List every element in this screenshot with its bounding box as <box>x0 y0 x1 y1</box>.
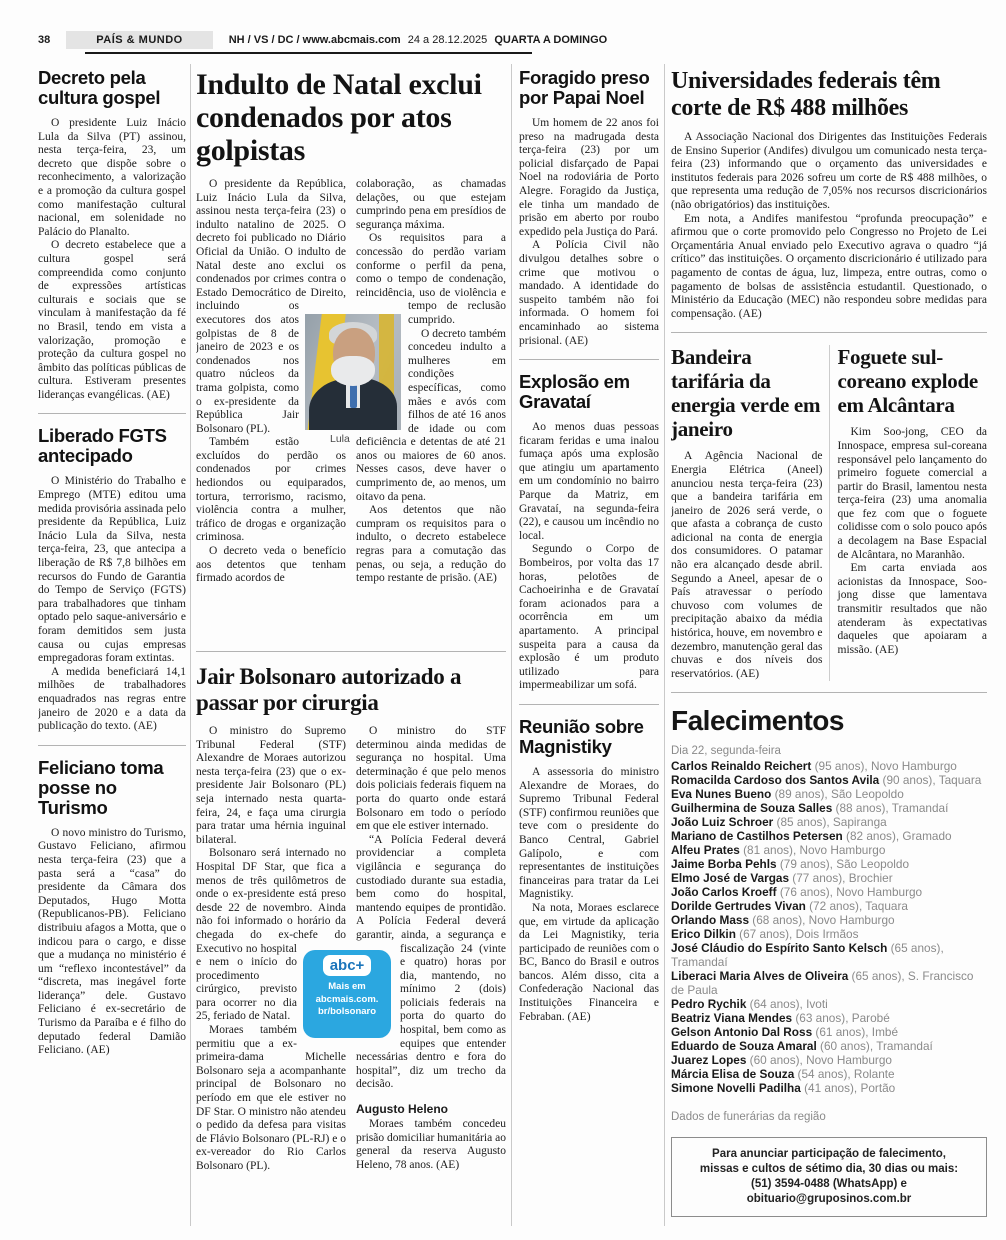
obituary-name: Beatriz Viana Mendes <box>671 1011 793 1026</box>
article-paragraph: colaboração, as chamadas delações, ou que estejam cumprindo pena em presídios de segurança máxima. <box>356 178 506 231</box>
headline-fgts: Liberado FGTS antecipado <box>38 425 167 467</box>
article-divider <box>519 359 659 360</box>
obituary-entry <box>671 773 987 787</box>
lula-photo <box>305 314 401 430</box>
obituary-name: João Luiz Schroer <box>671 815 774 830</box>
promo-text-line: abcmais.com. <box>315 993 379 1005</box>
obituary-name: Guilhermina de Souza Salles <box>671 801 833 816</box>
obituary-meta: (60 anos), Tramandaí <box>816 1039 933 1054</box>
headline-universidades: Universidades federais têm corte de R$ 488 milhões <box>671 68 941 121</box>
obituary-meta: (41 anos), Portão <box>800 1081 896 1096</box>
obituary-meta: (65 anos), Tramandaí <box>671 941 944 970</box>
article-paragraph: O presidente da República, Luiz Inácio Lula da Silva, assinou nesta terça-feira (23) o indulto natalino de 2025. O decreto foi publicado no Diário Oficial da União. O indulto de Natal deste ano exclui os condenados por crimes contra o Estado Democrático de Direito, incluindo os executores dos atos golpistas de 8 de janeiro de 2023 e os condenados nos quatro núcleos da trama golpista, como o ex-presidente da República Jair Bolsonaro (PL). <box>196 178 346 435</box>
obituary-name: Simone Novelli Padilha <box>671 1081 801 1096</box>
obituary-meta: (81 anos), Novo Hamburgo <box>739 843 886 858</box>
obituary-name: Eva Nunes Bueno <box>671 787 772 802</box>
article-paragraph: Em nota, a Andifes manifestou “profunda preocupação” e afirmou que o corte promovido pelo Congresso no Projeto de Lei Orçamentária Anual enviado pelo Executivo agrava o quadro “já crítico” das instituições. O orçamento discricionário é utilizado para pagamento de contas de água, luz, limpeza, entre outras, como o pagamento de bolsas de assistência estudantil. Questionado, o Ministério da Educação (MEC) não respondeu sobre medidas para compensação. (AE) <box>671 212 987 320</box>
page-number: 38 <box>38 34 51 46</box>
obituary-entry <box>671 997 987 1011</box>
obituary-entry <box>671 829 987 843</box>
article-paragraph: O decreto também concedeu indulto a mulheres em condições específicas, como mães e avós com filhos de até 16 anos de idade ou com deficiência e detentas de até 21 anos ou maiores de 60 anos. Nesses casos, deve haver o cumprimento de, ao menos, um oitavo da pena. <box>356 327 506 503</box>
headline-bolsonaro: Jair Bolsonaro autorizado a passar por cirurgia <box>196 664 462 715</box>
obituary-name: Pedro Rychik <box>671 997 747 1012</box>
article-paragraph: O decreto estabelece que a cultura gospel será compreendida como conjunto de expressões artísticas culturais e sociais que se vinculam à manifestação da fé no Brasil, tendo em vista a valorização, promoção e proteção da cultura gospel no âmbito das políticas públicas de cultura. Estiveram presentes lideranças evangélicas. (AE) <box>38 239 186 401</box>
obituary-name: Elmo José de Vargas <box>671 871 790 886</box>
obituary-meta: (65 anos), S. Francisco de Paula <box>671 969 974 998</box>
article-paragraph: O Ministério do Trabalho e Emprego (MTE) editou uma medida provisória assinada pelo presidente da República, Luiz Inácio Lula da Silva, nesta terça-feira, 23, que antecipa a liberação de R$ 7,8 bilhões em recursos do Fundo de Garantia do Tempo de Serviço (FGTS) para trabalhadores que tinham optado pelo saque-aniversário e foram demitidos sem justa causa ou cujas empresas empregadoras foram extintas. <box>38 475 186 665</box>
obituary-name: Juarez Lopes <box>671 1053 747 1068</box>
article-divider <box>671 692 987 693</box>
article-indulto <box>196 68 506 640</box>
article-paragraph: Aos detentos que não cumpram os requisitos para o indulto, o decreto estabelece regras para a comutação das penas, ou seja, a redução do tempo restante de prisão. (AE) <box>356 504 506 585</box>
article-paragraph: Ao menos duas pessoas ficaram feridas e uma inalou fumaça após uma explosão que atingiu um apartamento em um condomínio no bairro Parque da Matriz, em Gravataí, na segunda-feira (22), e causou um incêndio no local. <box>519 421 659 542</box>
obituary-entry <box>671 927 987 941</box>
column-divider <box>190 64 191 1226</box>
obituary-entry <box>671 1025 987 1039</box>
obituary-meta: (85 anos), Sapiranga <box>773 815 887 830</box>
article-paragraph: Bolsonaro será internado no Hospital DF Star, que fica a menos de três quilômetros de onde o ex-presidente está preso desde 22 de novembro. Ainda não foi informado o horário da chegada do ex-chefe do Executivo no hospital e nem o início do procedimento cirúrgico, previsto para ocorrer no dia 25, feriado de Natal. <box>196 847 346 1023</box>
obituary-entry <box>671 885 987 899</box>
funeral-ad-line: Para anunciar participação de falecimento, <box>712 1148 946 1161</box>
article-paragraph: Segundo o Corpo de Bombeiros, por volta das 17 horas, pelotões de Cachoeirinha e de Gravataí foram acionados para a ocorrência em um apartamento. A principal suspeita para a causa da explosão é um produto utilizado para impermeabilizar um sofá. <box>519 543 659 692</box>
obituary-entry <box>671 1011 987 1025</box>
article-paragraph: Também estão excluídos do perdão os condenados por crimes hediondos ou equiparados, tortura, terrorismo, racismo, violência contra a mulher, tráfico de drogas e organização criminosa. <box>196 436 346 544</box>
section-badge: PAÍS & MUNDO <box>66 31 212 49</box>
obituary-name: Gelson Antonio Dal Ross <box>671 1025 813 1040</box>
obituary-name: João Carlos Kroeff <box>671 885 777 900</box>
funeral-ad-box <box>671 1137 987 1217</box>
article-paragraph: Moraes também concedeu prisão domiciliar humanitária ao general da reserva Augusto Heleno, 78 anos. (AE) <box>356 1118 506 1171</box>
article-paragraph: A Polícia Civil não divulgou detalhes sobre o crime que motivou o mandado. A identidade do suspeito também não foi informada. O homem foi encaminhado ao sistema prisional. (AE) <box>519 239 659 347</box>
article-paragraph: O presidente Luiz Inácio Lula da Silva (PT) assinou, nesta terça-feira, 23, um decreto que dispõe sobre o reconhecimento, a valorização e a promoção da cultura gospel como manifestação cultural nacional, em solenidade no Palácio do Planalto. <box>38 117 186 238</box>
obituary-meta: (63 anos), Parobé <box>792 1011 890 1026</box>
obituary-name: Erico Dilkin <box>671 927 736 942</box>
headline-bandeira: Bandeira tarifária da energia verde em janeiro <box>671 345 821 442</box>
article-divider <box>38 413 186 414</box>
obituary-entry <box>671 941 987 969</box>
headline-indulto: Indulto de Natal exclui condenados por atos golpistas <box>196 68 482 167</box>
obituary-name: José Cláudio do Espírito Santo Kelsch <box>671 941 888 956</box>
photo-beard <box>331 356 375 386</box>
obituary-entry <box>671 913 987 927</box>
header-rule <box>85 52 532 54</box>
obituary-meta: (77 anos), Brochier <box>789 871 893 886</box>
obituary-meta: (64 anos), Ivoti <box>746 997 828 1012</box>
promo-text-line: br/bolsonaro <box>317 1006 377 1017</box>
article-foragido <box>519 68 659 348</box>
article-universidades <box>671 68 987 321</box>
article-paragraph: Um homem de 22 anos foi preso na madrugada desta terça-feira (23) por um policial disfarçado de Papai Noel na rodoviária de Porto Alegre. Foragido da Justiça, ele tinha um mandado de prisão em aberto por roubo expedido pela Justiça do Pará. <box>519 117 659 238</box>
obituary-name: Márcia Elisa de Souza <box>671 1067 795 1082</box>
article-paragraph: A medida beneficiará 14,1 milhões de trabalhadores enquadrados nas regras entre janeiro de 2020 e a data da publicação do texto. (AE) <box>38 665 186 733</box>
right-column <box>671 68 987 1240</box>
photo-caption: Lula <box>330 433 350 445</box>
article-fgts <box>38 426 186 733</box>
article-paragraph: Moraes também permitiu que a ex-primeira-dama Michelle Bolsonaro seja a acompanhante principal de Bolsonaro no período em que ele estiver no DF Star. O ministro não atendeu o pedido da defesa para visitas de Flávio Bolsonaro (PL-RJ) e o ex-vereador do Rio Carlos Bolsonaro (PL). <box>196 1024 346 1172</box>
article-reuniao <box>519 717 659 1024</box>
article-paragraph: O ministro do Supremo Tribunal Federal (STF) Alexandre de Moraes autorizou nesta terça-feira (23) que o ex-presidente Jair Bolsonaro (PL) seja internado nesta quarta-feira, 24, e faça uma cirurgia para tratar uma hérnia inguinal bilateral. <box>196 725 346 846</box>
obituary-name: Romacilda Cardoso dos Santos Avila <box>671 773 880 788</box>
funeral-ad-line: missas e cultos de sétimo dia, 30 dias ou mais: <box>699 1163 959 1176</box>
obituary-name: Liberaci Maria Alves de Oliveira <box>671 969 849 984</box>
article-explosao <box>519 372 659 693</box>
article-divider <box>196 651 506 652</box>
obituary-entry <box>671 801 987 815</box>
obituary-meta: (76 anos), Novo Hamburgo <box>776 885 923 900</box>
obituary-entry <box>671 871 987 885</box>
article-paragraph: A assessoria do ministro Alexandre de Moraes, do Supremo Tribunal Federal (STF) confirmou reuniões que teve com o presidente do Banco Central, Gabriel Galípolo, e com representantes de instituições financeiras para tratar da Lei Magnistiky. <box>519 765 659 901</box>
obituary-meta: (79 anos), São Leopoldo <box>776 857 910 872</box>
article-paragraph: Os requisitos para a concessão do perdão variam conforme o perfil da pena, como o tempo de condenação, reincidência, uso de violência e tempo de reclusão cumprido. <box>356 232 506 326</box>
obituary-name: Dorilde Gertrudes Vivan <box>671 899 806 914</box>
obituary-name: Carlos Reinaldo Reichert <box>671 759 812 774</box>
edition-line <box>229 34 611 46</box>
column-divider <box>511 64 512 1226</box>
subhead-augusto-heleno: Augusto Heleno <box>356 1102 448 1117</box>
page-header <box>38 30 986 50</box>
obituary-entry <box>671 759 987 773</box>
article-paragraph: O decreto veda o benefício aos detentos que tenham firmado acordos de <box>196 545 346 585</box>
headline-foguete: Foguete sul-coreano explode em Alcântara <box>837 345 978 418</box>
obituary-entry <box>671 1067 987 1081</box>
main-column <box>196 68 506 1240</box>
article-decreto <box>38 68 186 402</box>
article-paragraph: Na nota, Moraes esclarece que, em virtude da aplicação da Lei Magnistiky, teria participado de reuniões com o BC, Banco do Brasil e outros bancos. Além disso, cita a Confederação Nacional das Instituições Financeira e Febraban. (AE) <box>519 901 659 1023</box>
article-paragraph: A Associação Nacional dos Dirigentes das Instituições Federais de Ensino Superior (Andifes) divulgou um comunicado nesta terça-feira (23) informando que o orçamento das universidades e institutos federais para 2026 sofreu um corte de R$ 488 milhões, o que representa uma redução de 7,05% nos recursos discricionários (não obrigatórios) das instituições. <box>671 131 987 211</box>
article-paragraph: Em carta enviada aos acionistas da Innospace, Soo-jong disse que lamentava transmitir resultados que não atenderam às expectativas daqueles que apoiaram a missão. (AE) <box>837 562 987 656</box>
promo-text-line: Mais em <box>328 981 366 992</box>
obituary-title: Falecimentos <box>671 705 844 737</box>
headline-foragido: Foragido preso por Papai Noel <box>519 68 650 108</box>
obituary-name: Alfeu Prates <box>671 843 740 858</box>
obituary-meta: (68 anos), Novo Hamburgo <box>749 913 895 928</box>
headline-decreto: Decreto pela cultura gospel <box>38 68 161 108</box>
abc-promo-badge <box>303 950 391 1038</box>
article-divider <box>519 704 659 705</box>
obituary-meta: (54 anos), Rolante <box>794 1067 895 1082</box>
obituary-name: Jaime Borba Pehls <box>671 857 777 872</box>
weekday-range: QUARTA A DOMINGO <box>494 34 608 46</box>
abc-plus-logo: abc+ <box>323 955 371 976</box>
obituary-entry <box>671 787 987 801</box>
obituary-meta: (95 anos), Novo Hamburgo <box>811 759 957 774</box>
article-feliciano <box>38 758 186 1058</box>
headline-explosao: Explosão em Gravataí <box>519 371 630 413</box>
issue-date: 24 a 28.12.2025 <box>407 34 488 46</box>
article-foguete <box>829 345 988 681</box>
headline-reuniao: Reunião sobre Magnistiky <box>519 715 644 757</box>
obituary-source: Dados de funerárias da região <box>671 1111 826 1124</box>
article-paragraph: O ministro do STF determinou ainda medidas de segurança no hospital. Uma determinação é que pelo menos dois policiais federais fiquem na porta do quarto onde estará Bolsonaro em todo o período em que ele estiver internado. <box>356 725 506 833</box>
obituary-date: Dia 22, segunda-feira <box>671 745 781 758</box>
obituary-entry <box>671 969 987 997</box>
obituary-entry <box>671 843 987 857</box>
dual-article-row <box>671 345 987 681</box>
headline-feliciano: Feliciano toma posse no Turismo <box>38 756 164 818</box>
obituary-meta: (82 anos), Gramado <box>842 829 952 844</box>
article-paragraph: Kim Soo-jong, CEO da Innospace, empresa sul-coreana responsável pelo lançamento do primeiro foguete comercial a partir do Brasil, lamentou nesta terça-feira (23) uma anomalia que fez com que o foguete colidisse com o solo pouco após a decolagem na Base Espacial de Alcântara, no Maranhão. <box>837 426 987 561</box>
obituary-meta: (88 anos), Tramandaí <box>832 801 949 816</box>
obituary-entry <box>671 1081 987 1095</box>
fourth-column <box>519 68 659 1228</box>
edition-info: NH / VS / DC / www.abcmais.com <box>228 34 401 46</box>
obituary-meta: (90 anos), Taquara <box>879 773 982 788</box>
obituary-meta: (72 anos), Taquara <box>805 899 908 914</box>
obituary-meta: (61 anos), Imbé <box>812 1025 899 1040</box>
obituary-entry <box>671 857 987 871</box>
article-bolsonaro <box>196 664 506 1240</box>
column-divider <box>664 64 665 1226</box>
obituary-name: Orlando Mass <box>671 913 750 928</box>
article-divider <box>671 332 987 333</box>
article-paragraph: A Agência Nacional de Energia Elétrica (Aneel) anunciou nesta terça-feira (23) que a bandeira tarifária em janeiro de 2026 será verde, o que afasta a cobrança de custo adicional na conta de energia dos consumidores. O patamar não era alcançado desde abril. Segundo a Aneel, apesar de o País atravessar o período chuvoso com volumes de precipitação abaixo da média histórica, houve, em novembro e dezembro, manutenção geral das chuvas e dos níveis dos reservatórios. (AE) <box>671 450 823 680</box>
obituary-meta: (89 anos), São Leopoldo <box>771 787 904 802</box>
obituary-name: Mariano de Castilhos Petersen <box>671 829 843 844</box>
article-bandeira <box>671 345 829 681</box>
obituary-entry <box>671 1053 987 1067</box>
article-paragraph: O novo ministro do Turismo, Gustavo Feliciano, afirmou nesta terça-feira (23) que a pasta será a “casa” do presidente da Câmara dos Deputados, Hugo Motta (Republicanos-PB). Feliciano distribuiu afagos a Motta, que o indicou para o cargo, e disse que a mudança no ministério é um “reflexo incontestável” da “discreta, mas inegável forte liderança” dele. Gustavo Feliciano é ex-secretário de Turismo da Paraíba e é filho do deputado federal Damião Feliciano. (AE) <box>38 826 186 1057</box>
obituary-entry <box>671 1039 987 1053</box>
obituary-meta: (67 anos), Dois Irmãos <box>735 927 859 942</box>
obituary-section <box>671 705 987 1217</box>
left-column <box>38 68 186 1228</box>
obituary-entry <box>671 899 987 913</box>
obituary-name: Eduardo de Souza Amaral <box>671 1039 817 1054</box>
article-divider <box>38 745 186 746</box>
article-paragraph: “A Polícia Federal deverá providenciar a completa vigilância e segurança do custodiado durante sua estadia, bem como do hospital, mantendo equipes de prontidão. A Polícia Federal deverá garantir, ainda, a segurança e fiscalização 24 (vinte e quatro) horas por dia, mantendo, no mínimo 2 (dois) policiais federais na porta do quarto do hospital, bem como as equipes que entender necessárias dentro e fora do hospital”, diz um trecho da decisão. <box>356 833 506 1091</box>
obituary-entry <box>671 815 987 829</box>
obituary-meta: (60 anos), Novo Hamburgo <box>746 1053 892 1068</box>
funeral-ad-line: (51) 3594-0488 (WhatsApp) e obituario@gruposinos.com.br <box>746 1178 912 1206</box>
